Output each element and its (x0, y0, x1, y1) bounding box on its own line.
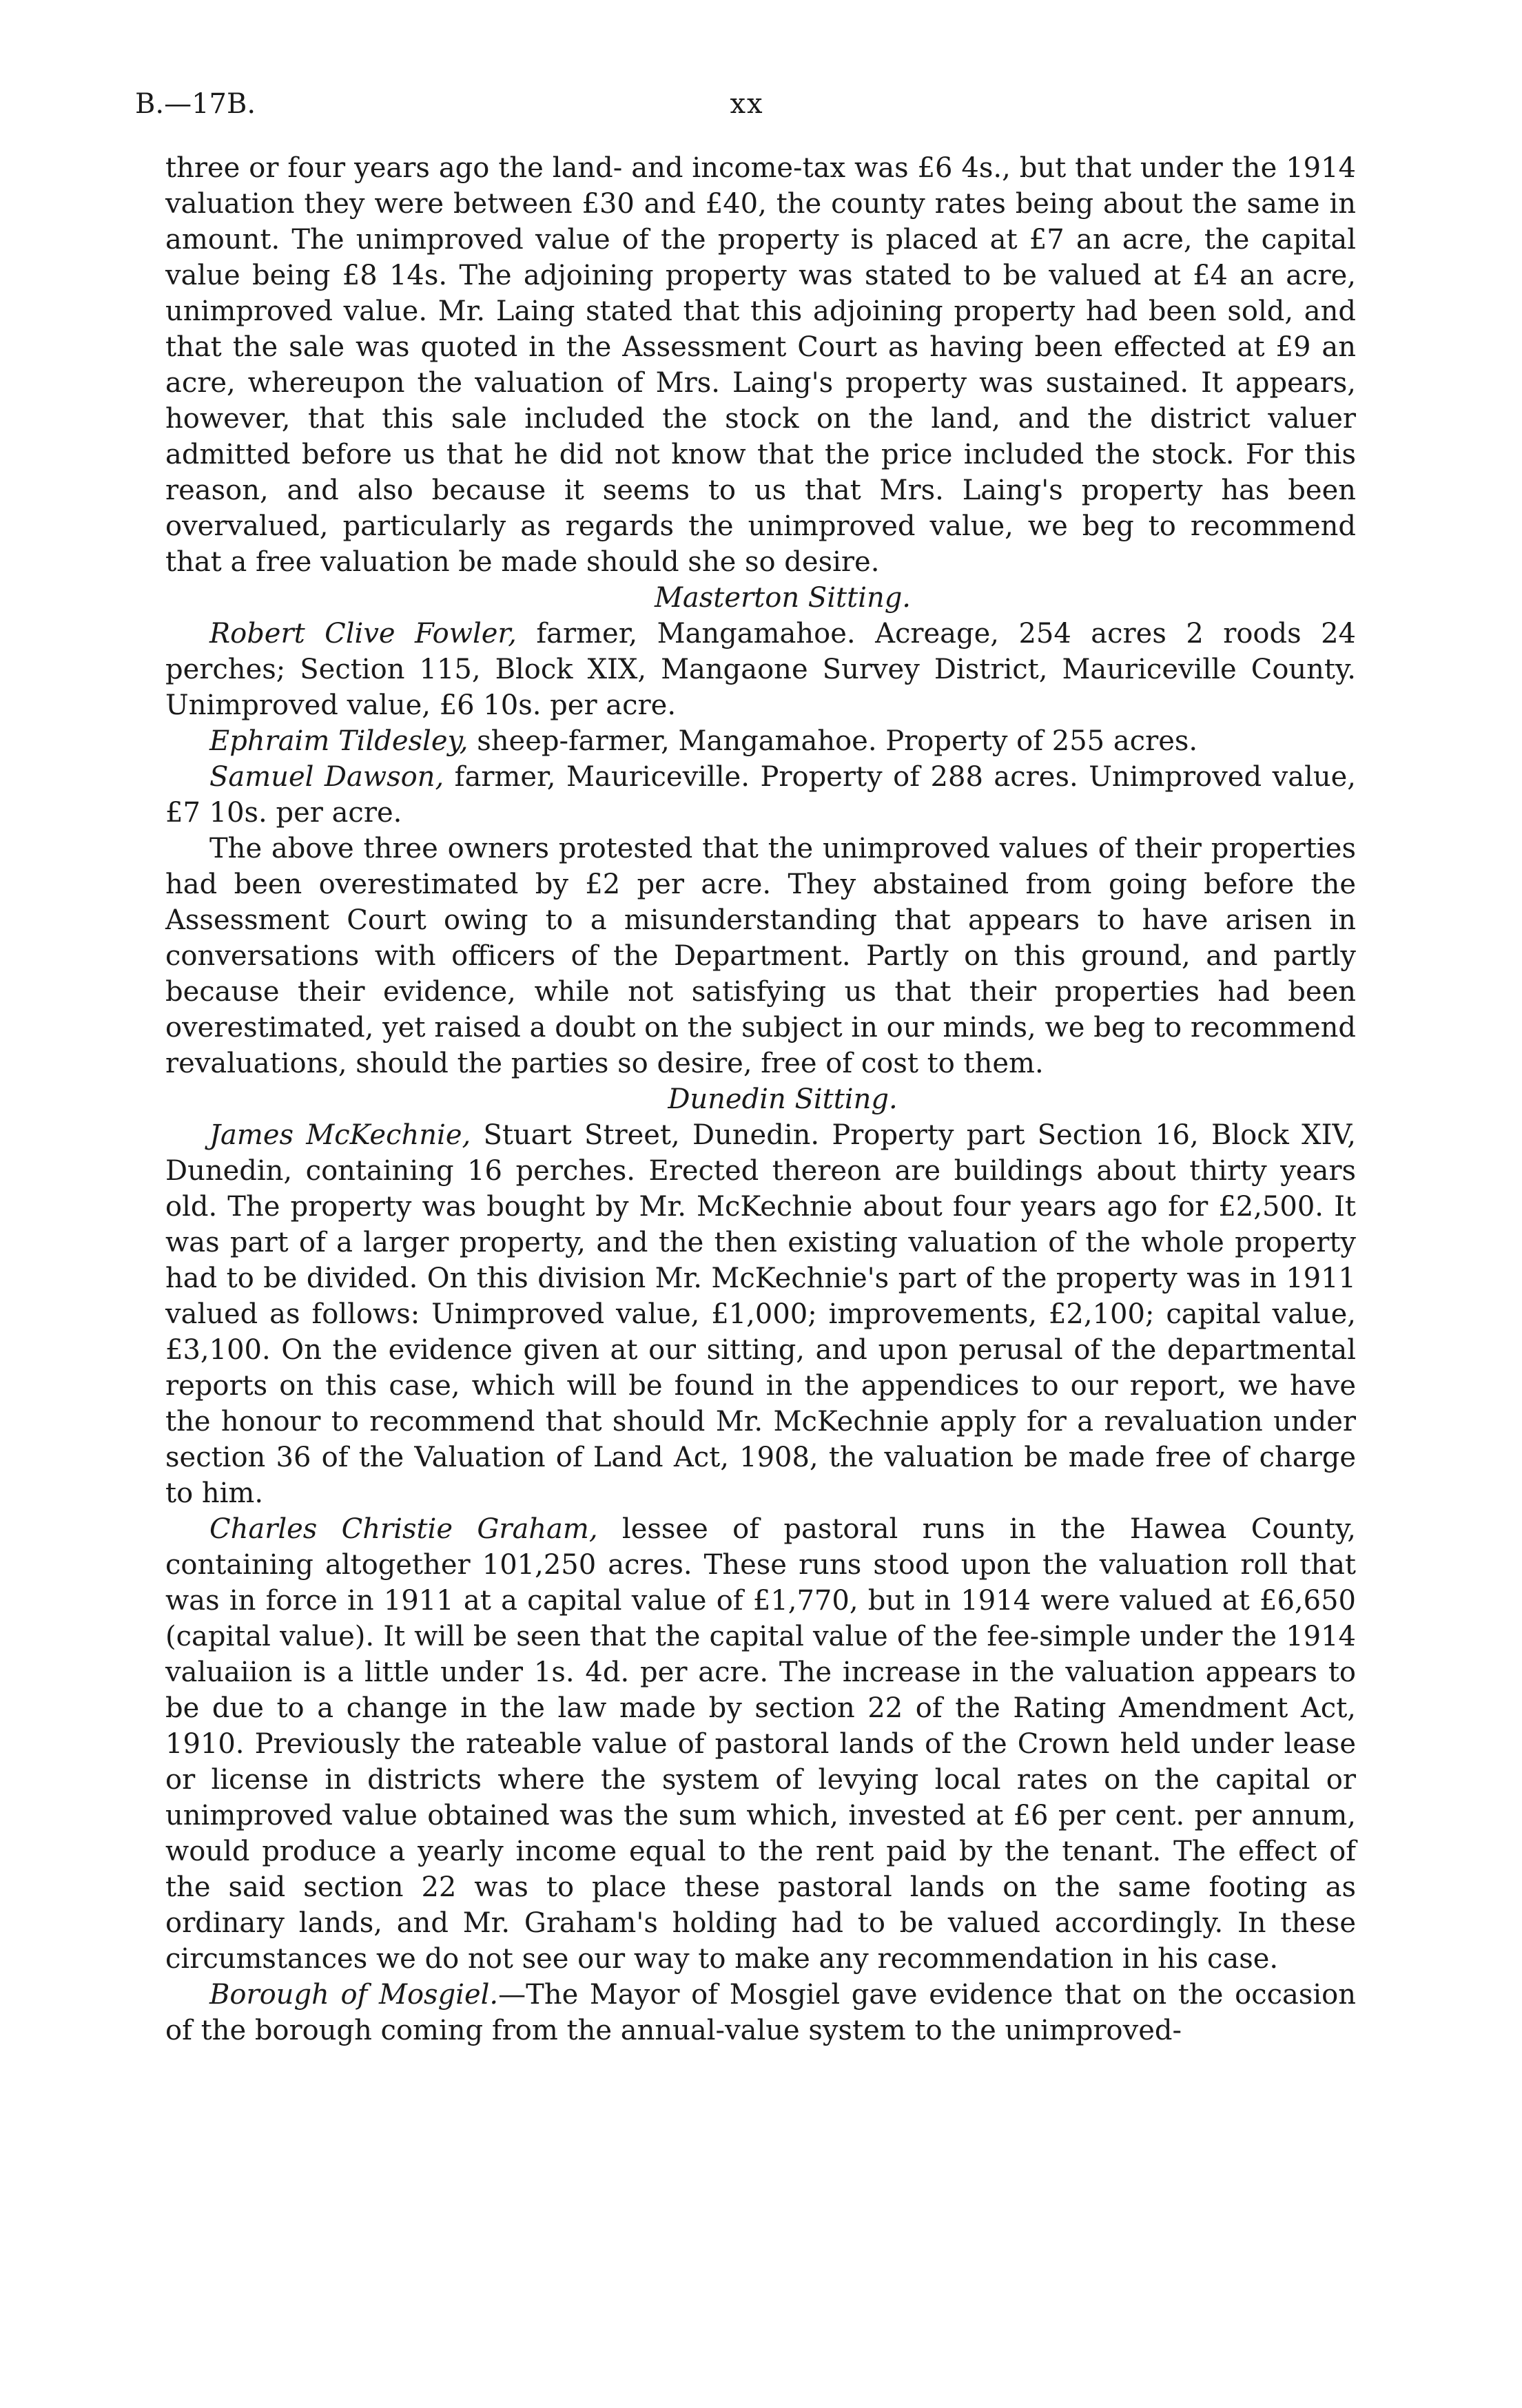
mosgiel-name: Borough of Mosgiel. (209, 1979, 499, 2011)
tildesley-text: sheep-farmer, Mangamahoe. Property of 255 acres. (468, 725, 1198, 757)
mosgiel-entry (165, 1977, 1356, 2048)
tildesley-entry (165, 723, 1356, 759)
dawson-text: farmer, Mauriceville. Property of 288 acres. Unimproved value, £7 10s. per acre. (165, 761, 1356, 829)
dunedin-heading: Dunedin Sitting. (668, 1083, 898, 1115)
masterton-heading: Masterton Sitting. (654, 582, 912, 614)
mckechnie-text: Stuart Street, Dunedin. Property part Section 16, Block XIV, Dunedin, containing 16 perches. Erected thereon are buildings about thirty years old. The property was bought by Mr. McKechnie about four years ago for £2,500. It was part of a larger property, and the then existing valuation of the whole property had to be divided. On this division Mr. McKechnie's part of the property was in 1911 valued as follows: Unimproved value, £1,000; improvements, £2,100; capital value, £3,100. On the evidence given at our sitting, and upon perusal of the departmental reports on this case, which will be found in the appendices to our report, we have the honour to recommend that should Mr. McKechnie apply for a revaluation under section 36 of the Valuation of Land Act, 1908, the valuation be made free of charge to him. (165, 1119, 1356, 1509)
intro-paragraph: three or four years ago the land- and income-tax was £6 4s., but that under the 1914 valuation they were between £30 and £40, the county rates being about the same in amount. The unimproved value of the property is placed at £7 an acre, the capital value being £8 14s. The adjoining property was stated to be valued at £4 an acre, unimproved value. Mr. Laing stated that this adjoining property had been sold, and that the sale was quoted in the Assessment Court as having been effected at £9 an acre, whereupon the valuation of Mrs. Laing's property was sustained. It appears, however, that this sale included the stock on the land, and the district valuer admitted before us that he did not know that the price included the stock. For this reason, and also because it seems to us that Mrs. Laing's property has been overvalued, particularly as regards the unimproved value, we beg to recommend that a free valuation be made should she so desire. (165, 152, 1356, 578)
mosgiel-text: —The Mayor of Mosgiel gave evidence that on the occasion of the borough coming from the annual-value system to the unimproved- (165, 1979, 1356, 2046)
page-header (135, 88, 1359, 129)
document-body (165, 150, 1356, 2048)
fowler-text: farmer, Mangamahoe. Acreage, 254 acres 2 roods 24 perches; Section 115, Block XIX, Mangaone Survey District, Mauriceville County. Unimproved value, £6 10s. per acre. (165, 618, 1357, 721)
graham-entry (165, 1511, 1356, 1977)
mckechnie-entry (165, 1117, 1356, 1511)
mckechnie-name: James McKechnie, (209, 1119, 471, 1151)
fowler-name: Robert Clive Fowler, (209, 618, 517, 650)
document-reference: B.—17B. (135, 88, 256, 120)
masterton-conclusion: The above three owners protested that the unimproved values of their properties had been overestimated by £2 per acre. They abstained from going before the Assessment Court owing to a misunderstanding that appears to have arisen in conversations with officers of the Department. Partly on this ground, and partly because their evidence, while not satisfying us that their properties had been overestimated, yet raised a doubt on the subject in our minds, we beg to recommend revaluations, should the parties so desire, free of cost to them. (165, 833, 1356, 1079)
dawson-name: Samuel Dawson, (209, 761, 444, 793)
dawson-entry (165, 759, 1356, 831)
tildesley-name: Ephraim Tildesley, (209, 725, 469, 757)
fowler-entry (165, 616, 1356, 723)
graham-name: Charles Christie Graham, (209, 1513, 598, 1545)
page-number: xx (730, 88, 764, 120)
graham-text: lessee of pastoral runs in the Hawea County, containing altogether 101,250 acres. These runs stood upon the valuation roll that was in force in 1911 at a capital value of £1,770, but in 1914 were valued at £6,650 (capital value). It will be seen that the capital value of the fee-simple under the 1914 valuaiion is a little under 1s. 4d. per acre. The increase in the valuation appears to be due to a change in the law made by section 22 of the Rating Amendment Act, 1910. Previously the rateable value of pastoral lands of the Crown held under lease or license in districts where the system of levying local rates on the capital or unimproved value obtained was the sum which, invested at £6 per cent. per annum, would produce a yearly income equal to the rent paid by the tenant. The effect of the said section 22 was to place these pastoral lands on the same footing as ordinary lands, and Mr. Graham's holding had to be valued accordingly. In these circumstances we do not see our way to make any recommendation in his case. (165, 1513, 1357, 1975)
